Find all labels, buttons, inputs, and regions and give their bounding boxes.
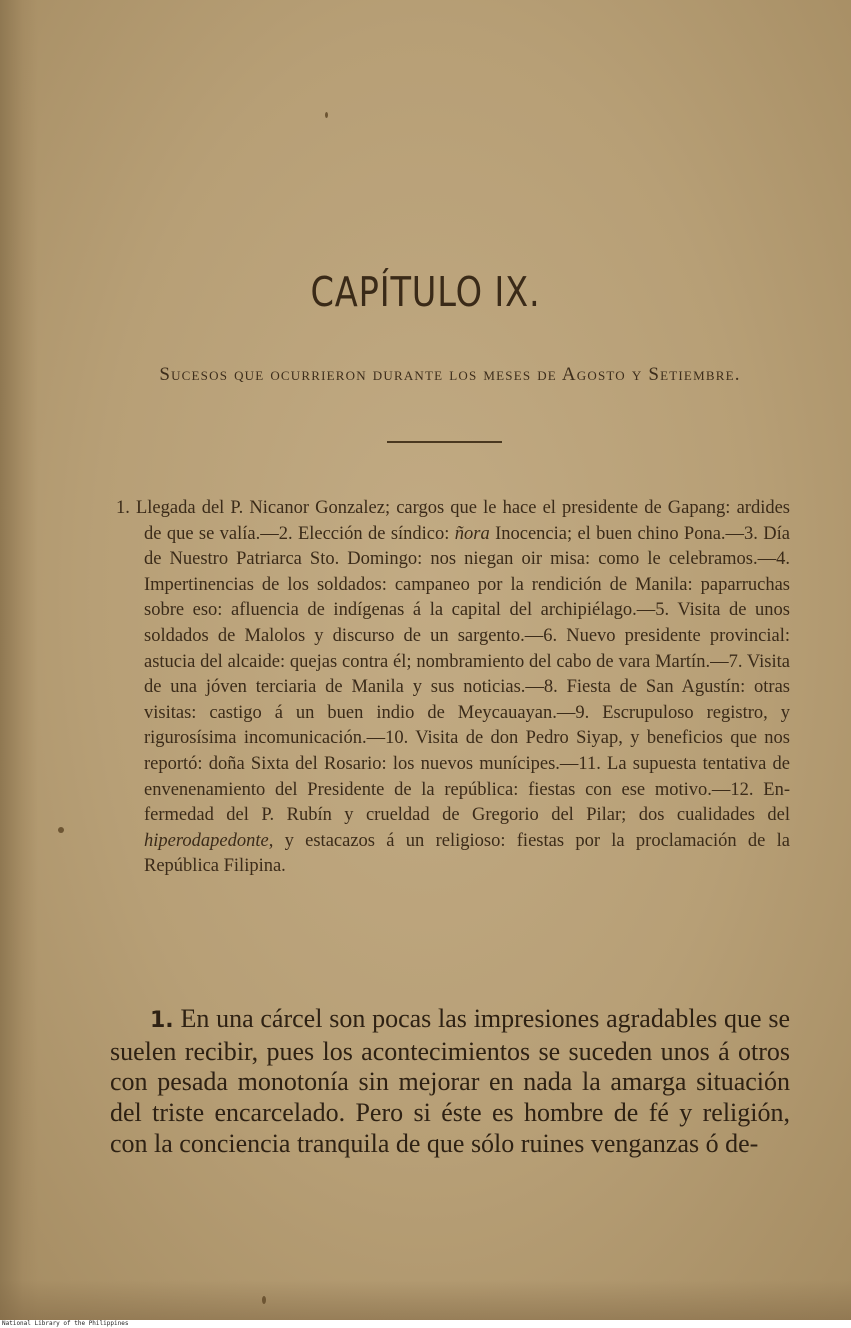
summary-italic-nora: ñora	[454, 523, 490, 544]
scan-footer	[0, 1320, 851, 1328]
page-bottom-shadow	[0, 1280, 851, 1320]
summary-text: 1. Llegada del P. Nicanor Gonzalez; cargos que le hace el presidente de Gapang: ardides de que se valía.—2. Elección de síndico:	[116, 498, 790, 544]
paper-speck	[58, 827, 64, 833]
page-edge-shadow	[0, 0, 38, 1320]
summary-text: Inocencia; el buen chino Pona.—3. Día de Nuestro Patriarca Sto. Domingo: nos niegan oir misa: como le celebramos.—4. Impertinencias de los soldados: campaneo por la rendición de Manila: paparruchas sobre eso: afluencia de indígenas á la capital del archipiélago.—5. Visita de unos soldados de Malolos y discurso de un sargento.—6. Nuevo presidente provincial: astucia del alcaide: quejas contra él; nombramiento del cabo de vara Martín.—7. Visita de una jóven terciaria de Manila y sus noticias.—8. Fiesta de San Agustín: otras visitas: castigo á un buen indio de Meycauayan.—9. Escrupuloso registro, y rigurosísima incomunicación.—10. Visita de don Pedro Siyap, y beneficios que nos reportó: doña Sixta del Rosario: los nuevos munícipes.—11. La supuesta tentativa de envenenamiento del Presidente de la república: fiestas con ese motivo.—12. Enfermedad del P. Rubín y crueldad de Gregorio del Pilar; dos cualidades del	[144, 523, 790, 826]
title-divider	[387, 441, 502, 443]
body-paragraph	[110, 1004, 790, 1160]
chapter-subtitle: Sucesos que ocurrieron durante los meses de Agosto y Setiembre.	[159, 364, 741, 385]
paper-speck	[325, 112, 328, 118]
footer-credit: National Library of the Philippines	[2, 1320, 129, 1327]
paper-speck	[262, 1296, 266, 1304]
summary-italic-hiperodapedonte: hiperodapedonte	[144, 830, 269, 851]
summary-text: , y estacazos á un religioso: fiestas por la proclamación de la República Filipina.	[144, 830, 790, 877]
paragraph-text: En una cárcel son pocas las impresiones agradables que se suelen recibir, pues los acontecimientos se suceden unos á otros con pesada monotonía sin mejorar en nada la amarga situación del triste encarcelado. Pero si éste es hombre de fé y religión, con la conciencia tranquila de que sólo ruines venganzas ó de-	[110, 1004, 790, 1158]
chapter-summary	[110, 496, 790, 880]
paragraph-number: 1.	[150, 1008, 174, 1033]
chapter-title: CAPÍTULO IX.	[310, 268, 541, 316]
